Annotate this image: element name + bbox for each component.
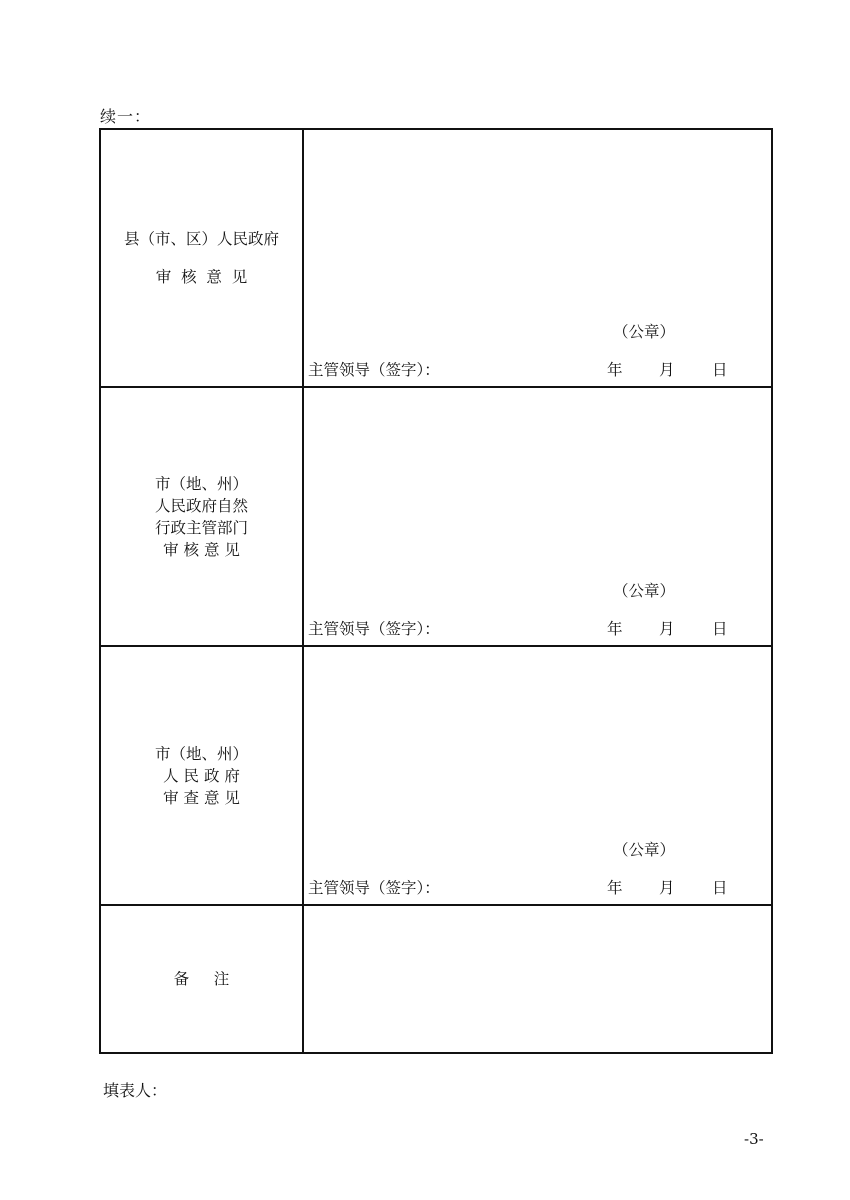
city-natural-resources-review-label (101, 388, 304, 645)
city-government-review-row (101, 647, 771, 906)
city-gov-label-line-3: 审 查 意 见 (163, 788, 240, 807)
continued-label: 续一： (100, 107, 152, 126)
city-nr-label-line-2: 人民政府自然 (154, 496, 248, 515)
city-natural-resources-review-row (101, 388, 771, 647)
day-label: 日 (712, 361, 728, 379)
city-government-review-label (101, 647, 304, 904)
city-nr-sign-label: 主管领导（签字）： (308, 620, 440, 638)
page-number: -3- (744, 1130, 764, 1148)
remarks-row (101, 906, 771, 1052)
city-nr-label-line-3: 行政主管部门 (154, 518, 248, 537)
county-sign-label: 主管领导（签字）： (308, 361, 440, 379)
review-form-table (99, 128, 773, 1054)
city-gov-label-line-1: 市（地、州） (154, 744, 248, 763)
year-label: 年 (607, 879, 623, 897)
city-nr-label-line-1: 市（地、州） (154, 474, 248, 493)
county-review-opinion-field[interactable] (304, 130, 771, 386)
remarks-label (101, 906, 304, 1052)
filler-label: 填表人： (103, 1081, 168, 1100)
year-label: 年 (607, 620, 623, 638)
remarks-label-text: 备 注 (173, 970, 230, 988)
month-label: 月 (659, 879, 675, 897)
county-review-label-line-2: 审 核 意 见 (155, 268, 248, 286)
city-gov-label-line-2: 人 民 政 府 (163, 766, 240, 785)
county-seal-label: （公章） (612, 323, 675, 341)
county-review-row (101, 130, 771, 388)
county-review-label (101, 130, 304, 386)
county-review-label-line-1: 县（市、区）人民政府 (123, 230, 279, 248)
month-label: 月 (659, 361, 675, 379)
city-nr-label-line-4: 审 核 意 见 (163, 540, 240, 559)
city-gov-review-opinion-field[interactable] (304, 647, 771, 904)
city-nr-review-opinion-field[interactable] (304, 388, 771, 645)
city-gov-sign-label: 主管领导（签字）： (308, 879, 440, 897)
remarks-field[interactable] (304, 906, 771, 1052)
city-nr-seal-label: （公章） (612, 582, 675, 600)
month-label: 月 (659, 620, 675, 638)
day-label: 日 (712, 879, 728, 897)
city-gov-seal-label: （公章） (612, 841, 675, 859)
day-label: 日 (712, 620, 728, 638)
year-label: 年 (607, 361, 623, 379)
